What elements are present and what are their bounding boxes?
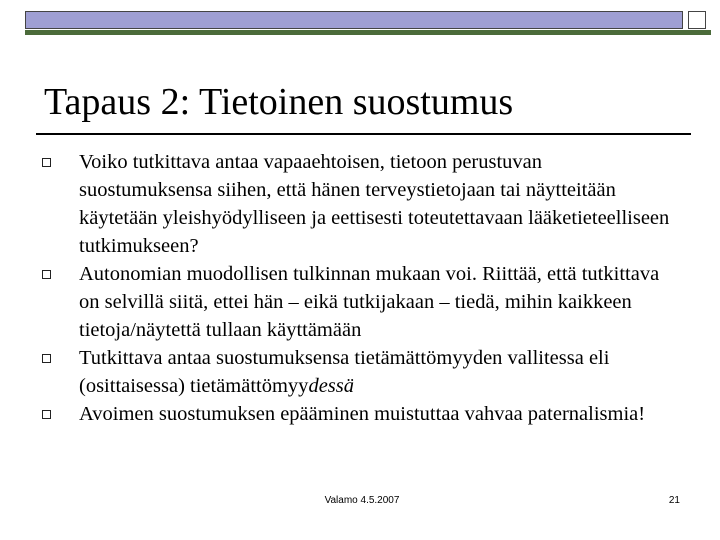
- bullet-list: [0, 148, 720, 428]
- slide-title: Tapaus 2: Tietoinen suostumus: [44, 81, 514, 123]
- bullet-item: [0, 344, 679, 400]
- square-bullet-icon: [42, 354, 51, 363]
- bullet-emphasis: dessä: [308, 375, 354, 397]
- header-decoration-line: [25, 30, 711, 35]
- bullet-text: Avoimen suostumuksen epääminen muistuttaa vahvaa paternalismia!: [79, 403, 646, 425]
- bullet-text: Tutkittava antaa suostumuksensa tietämättömyyden vallitessa eli (osittaisessa) tietämättömyy: [79, 347, 610, 397]
- square-bullet-icon: [42, 270, 51, 279]
- bullet-text: Voiko tutkittava antaa vapaaehtoisen, tietoon perustuvan suostumuksensa siihen, että hänen terveystietojaan tai näytteitään käytetään yleishyödylliseen ja eettisesti toteutettavaan lääketieteelliseen tutkimukseen?: [79, 151, 670, 257]
- footer-date: Valamo 4.5.2007: [324, 495, 400, 506]
- square-bullet-icon: [42, 158, 51, 167]
- bullet-item: [0, 400, 679, 428]
- page-number: 21: [668, 495, 680, 506]
- bullet-item: [0, 148, 679, 260]
- header-decoration-bar: [25, 11, 683, 29]
- header-decoration-square: [688, 11, 706, 29]
- bullet-item: [0, 260, 679, 344]
- bullet-text: Autonomian muodollisen tulkinnan mukaan voi. Riittää, että tutkittava on selvillä siitä, ettei hän – eikä tutkijakaan – tiedä, mihin kaikkeen tietoja/näytettä tullaan käyttämään: [79, 263, 660, 341]
- title-underline: [36, 133, 691, 135]
- square-bullet-icon: [42, 410, 51, 419]
